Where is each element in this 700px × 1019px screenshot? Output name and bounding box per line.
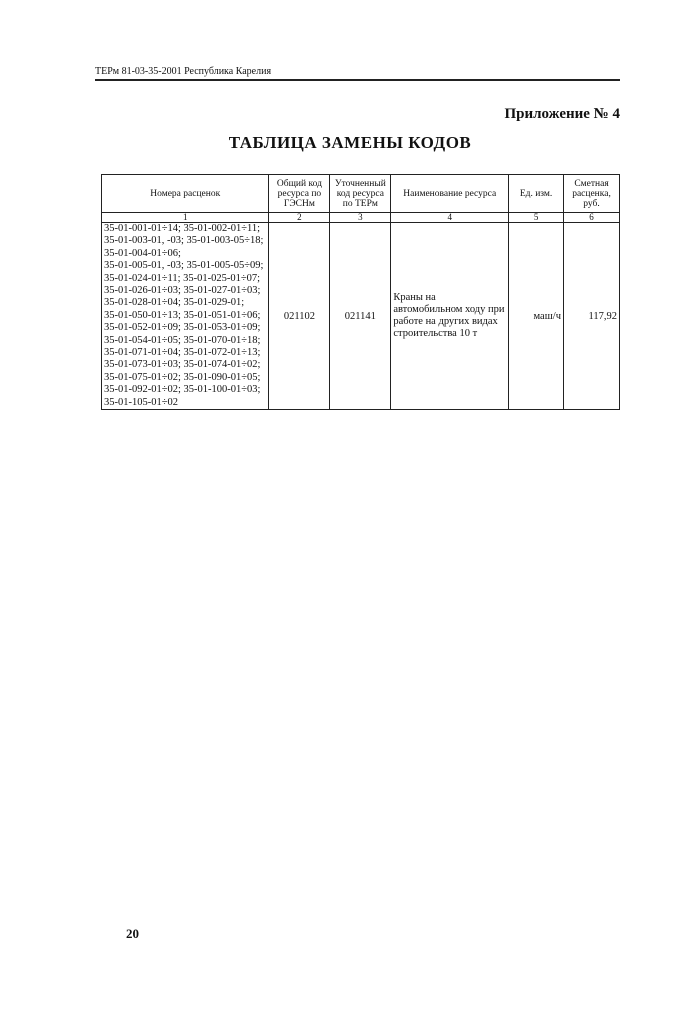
column-number: 5 — [509, 213, 564, 223]
rate-code-line: 35-01-028-01÷04; 35-01-029-01; — [104, 297, 245, 309]
header-price: Сметная расценка, руб. — [564, 175, 620, 213]
header-specified-code: Уточненный код ресурса по ТЕРм — [330, 175, 391, 213]
general-code-cell: 021102 — [269, 223, 330, 410]
code-replacement-table — [101, 174, 620, 410]
header-rate-numbers: Номера расценок — [102, 175, 269, 213]
rate-code-line: 35-01-026-01÷03; 35-01-027-01÷03; — [104, 285, 261, 297]
unit-cell: маш/ч — [509, 223, 564, 410]
rate-code-line: 35-01-054-01÷05; 35-01-070-01÷18; — [104, 334, 261, 346]
rate-code-line: 35-01-001-01÷14; 35-01-002-01÷11; — [104, 223, 261, 234]
rate-code-line: 35-01-052-01÷09; 35-01-053-01÷09; — [104, 322, 261, 334]
rate-code-line: 35-01-075-01÷02; 35-01-090-01÷05; — [104, 371, 261, 383]
specified-code-cell: 021141 — [330, 223, 391, 410]
rate-code-line: 35-01-050-01÷13; 35-01-051-01÷06; — [104, 309, 261, 321]
header-general-code: Общий код ресурса по ГЭСНм — [269, 175, 330, 213]
column-number: 4 — [391, 213, 509, 223]
column-number: 2 — [269, 213, 330, 223]
header-divider — [95, 79, 620, 81]
price-cell: 117,92 — [564, 223, 620, 410]
document-header: ТЕРм 81-03-35-2001 Республика Карелия — [95, 66, 272, 77]
header-unit: Ед. изм. — [509, 175, 564, 213]
column-number: 6 — [564, 213, 620, 223]
header-resource-name: Наименование ресурса — [391, 175, 509, 213]
table-row — [102, 223, 620, 410]
column-number-row — [102, 213, 620, 223]
rate-code-line: 35-01-024-01÷11; 35-01-025-01÷07; — [104, 272, 261, 284]
rate-code-line: 35-01-003-01, -03; 35-01-003-05÷18; — [104, 235, 264, 247]
column-number: 3 — [330, 213, 391, 223]
page-number: 20 — [126, 926, 139, 941]
resource-name-cell: Краны на автомобильном ходу при работе на других видах строительства 10 т — [391, 223, 509, 410]
rate-code-line: 35-01-092-01÷02; 35-01-100-01÷03; — [104, 384, 261, 396]
rate-code-line: 35-01-004-01÷06; — [104, 247, 181, 259]
rate-code-line: 35-01-105-01÷02 — [104, 396, 179, 408]
rate-code-line: 35-01-005-01, -03; 35-01-005-05÷09; — [104, 260, 264, 272]
table-title: ТАБЛИЦА ЗАМЕНЫ КОДОВ — [228, 133, 472, 152]
table-header-row — [102, 175, 620, 213]
rate-numbers-cell — [102, 223, 269, 410]
rate-code-line: 35-01-071-01÷04; 35-01-072-01÷13; — [104, 347, 261, 359]
appendix-label: Приложение № 4 — [504, 106, 620, 122]
rate-code-line: 35-01-073-01÷03; 35-01-074-01÷02; — [104, 359, 261, 371]
column-number: 1 — [102, 213, 269, 223]
